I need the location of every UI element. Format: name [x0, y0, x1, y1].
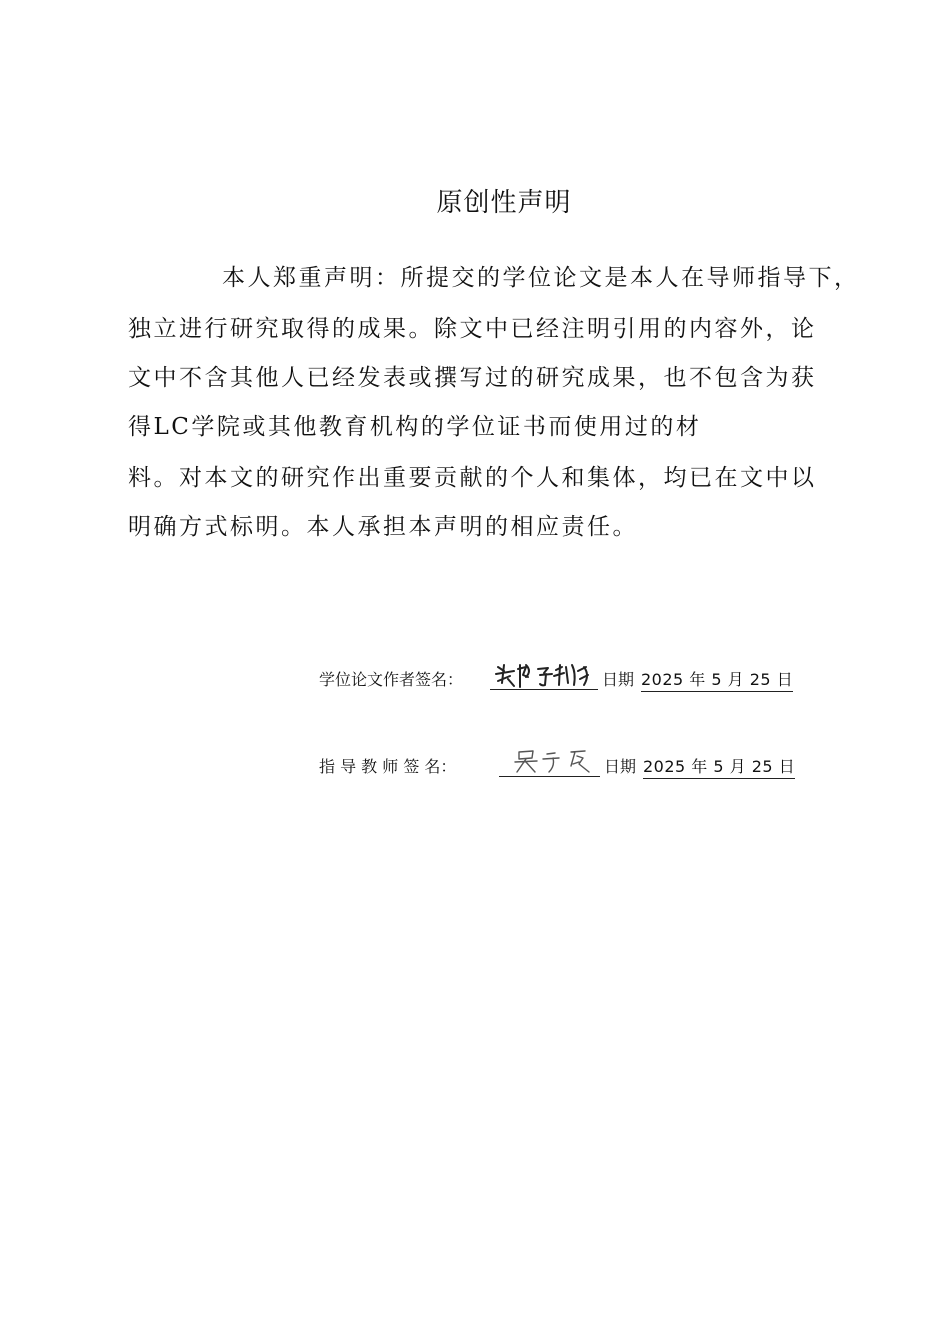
paragraph-line: 料。对本文的研究作出重要贡献的个人和集体，均已在文中以: [128, 465, 817, 491]
author-signature-line: [490, 661, 598, 690]
paragraph-line: 本人郑重声明：所提交的学位论文是本人在导师指导下，: [222, 265, 860, 291]
advisor-signature-label: 指 导 教 师 签 名：: [319, 757, 457, 776]
paragraph-line: 明确方式标明。本人承担本声明的相应责任。: [128, 514, 638, 540]
paragraph-line: 文中不含其他人已经发表或撰写过的研究成果，也不包含为获: [128, 365, 817, 391]
advisor-handwritten-signature: [499, 748, 600, 776]
author-handwritten-signature: [490, 661, 598, 689]
author-signature-label: 学位论文作者签名：: [319, 670, 464, 689]
paragraph-line: 独立进行研究取得的成果。除文中已经注明引用的内容外，论: [128, 316, 817, 342]
advisor-signature-line: [499, 748, 600, 777]
paragraph-line: 得LC学院或其他教育机构的学位证书而使用过的材: [128, 414, 702, 440]
advisor-date-label: 日期: [604, 757, 637, 776]
author-date-label: 日期: [602, 670, 635, 689]
page-title: 原创性声明: [436, 188, 572, 218]
author-date-value: 2025 年 5 月 25 日: [641, 667, 793, 692]
advisor-date-value: 2025 年 5 月 25 日: [643, 754, 795, 779]
